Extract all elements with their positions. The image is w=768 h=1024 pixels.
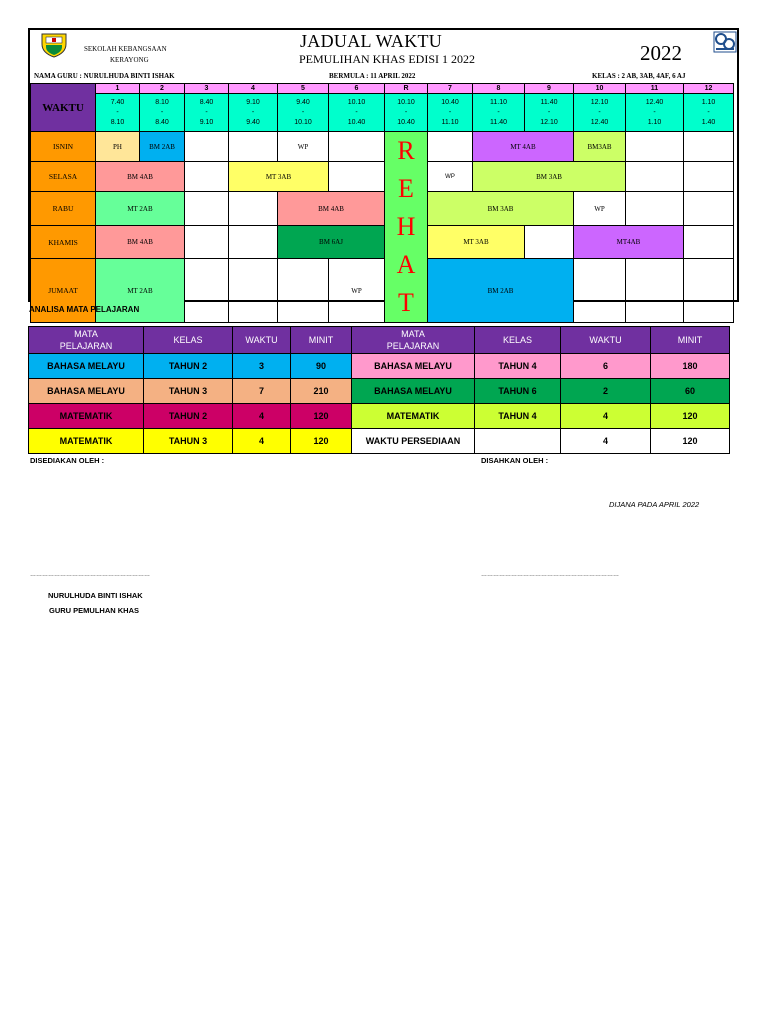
day-jumaat: JUMAAT xyxy=(31,259,96,323)
slot-selasa-12 xyxy=(684,162,734,192)
day-selasa: SELASA xyxy=(31,162,96,192)
cell-kelas xyxy=(475,429,561,454)
cell-minit: 120 xyxy=(651,404,730,429)
slot-jumaat-5 xyxy=(278,259,329,323)
header-subject-right: MATA PELAJARAN xyxy=(352,327,475,354)
cell-subject: WAKTU PERSEDIAAN xyxy=(352,429,475,454)
slot-isnin-3 xyxy=(185,132,229,162)
cell-minit: 120 xyxy=(291,429,352,454)
header-minit-right: MINIT xyxy=(651,327,730,354)
cell-subject: BAHASA MELAYU xyxy=(352,379,475,404)
start-date: BERMULA : 11 APRIL 2022 xyxy=(329,72,416,80)
time-12: 1.10 - 1.40 xyxy=(684,94,734,132)
cell-kelas: TAHUN 3 xyxy=(144,429,233,454)
table-row xyxy=(29,429,730,454)
slot-rabu-10: WP xyxy=(574,192,626,226)
slot-isnin-11 xyxy=(626,132,684,162)
cell-minit: 120 xyxy=(291,404,352,429)
slot-jumaat-3 xyxy=(185,259,229,323)
class-list: KELAS : 2 AB, 3AB, 4AF, 6 AJ xyxy=(592,72,686,80)
school-logo xyxy=(38,31,70,58)
slot-jumaat-11 xyxy=(626,259,684,323)
time-5: 9.40 - 10.10 xyxy=(278,94,329,132)
slot-khamis-7-8: MT 3AB xyxy=(428,225,525,259)
cell-subject: MATEMATIK xyxy=(29,404,144,429)
slot-selasa-11 xyxy=(626,162,684,192)
cell-waktu: 3 xyxy=(233,354,291,379)
cell-minit: 60 xyxy=(651,379,730,404)
table-row xyxy=(29,379,730,404)
ministry-logo xyxy=(713,31,737,53)
cell-subject: BAHASA MELAYU xyxy=(29,379,144,404)
time-7: 10.40 - 11.10 xyxy=(428,94,473,132)
slot-jumaat-6: WP xyxy=(329,259,385,323)
slot-selasa-3 xyxy=(185,162,229,192)
school-name-line2: KERAYONG xyxy=(110,56,149,64)
slot-jumaat-12 xyxy=(684,259,734,323)
time-6: 10.10 - 10.40 xyxy=(329,94,385,132)
cell-subject: MATEMATIK xyxy=(29,429,144,454)
time-8: 11.10 - 11.40 xyxy=(473,94,525,132)
cell-kelas: TAHUN 3 xyxy=(144,379,233,404)
period-4: 4 xyxy=(229,84,278,94)
cell-subject: BAHASA MELAYU xyxy=(352,354,475,379)
rehat-column: R E H A T xyxy=(385,132,428,323)
table-row xyxy=(29,354,730,379)
slot-selasa-4-5: MT 3AB xyxy=(229,162,329,192)
slot-isnin-7 xyxy=(428,132,473,162)
period-10: 10 xyxy=(574,84,626,94)
slot-jumaat-7-9: BM 2AB xyxy=(428,259,574,323)
slot-rabu-1-2: MT 2AB xyxy=(96,192,185,226)
cell-waktu: 4 xyxy=(233,404,291,429)
cell-waktu: 4 xyxy=(233,429,291,454)
period-12: 12 xyxy=(684,84,734,94)
cell-waktu: 7 xyxy=(233,379,291,404)
period-8: 8 xyxy=(473,84,525,94)
slot-khamis-9 xyxy=(525,225,574,259)
generated-date: DIJANA PADA APRIL 2022 xyxy=(609,500,700,509)
period-1: 1 xyxy=(96,84,140,94)
time-9: 11.40 - 12.10 xyxy=(525,94,574,132)
period-7: 7 xyxy=(428,84,473,94)
cell-waktu: 4 xyxy=(561,429,651,454)
table-row xyxy=(29,404,730,429)
signature-line-left: …………………………………………………… xyxy=(30,572,150,578)
slot-isnin-4 xyxy=(229,132,278,162)
slot-khamis-10-11: MT4AB xyxy=(574,225,684,259)
slot-khamis-1-2: BM 4AB xyxy=(96,225,185,259)
header-waktu-left: WAKTU xyxy=(233,327,291,354)
waktu-header: WAKTU xyxy=(31,84,96,132)
slot-isnin-1: PH xyxy=(96,132,140,162)
cell-kelas: TAHUN 2 xyxy=(144,404,233,429)
analysis-table xyxy=(28,326,730,454)
header-kelas-right: KELAS xyxy=(475,327,561,354)
teacher-role: GURU PEMULHAN KHAS xyxy=(49,606,139,615)
slot-rabu-7-9: BM 3AB xyxy=(428,192,574,226)
slot-rabu-4 xyxy=(229,192,278,226)
time-11: 12.40 - 1.10 xyxy=(626,94,684,132)
slot-isnin-8-9: MT 4AB xyxy=(473,132,574,162)
slot-jumaat-1-2: MT 2AB xyxy=(96,259,185,323)
slot-isnin-2: BM 2AB xyxy=(140,132,185,162)
slot-khamis-4 xyxy=(229,225,278,259)
slot-khamis-3 xyxy=(185,225,229,259)
cell-waktu: 4 xyxy=(561,404,651,429)
teacher-name: NAMA GURU : NURULHUDA BINTI ISHAK xyxy=(34,72,175,80)
header-subject-left: MATA PELAJARAN xyxy=(29,327,144,354)
slot-khamis-5-6: BM 6AJ xyxy=(278,225,385,259)
cell-kelas: TAHUN 6 xyxy=(475,379,561,404)
prepared-by-label: DISEDIAKAN OLEH : xyxy=(30,456,105,465)
time-2: 8.10 - 8.40 xyxy=(140,94,185,132)
time-1: 7.40 - 8.10 xyxy=(96,94,140,132)
slot-selasa-1-2: BM 4AB xyxy=(96,162,185,192)
cell-waktu: 6 xyxy=(561,354,651,379)
signature-line-right: …………………………………………………………… xyxy=(481,572,619,578)
teacher-signature-name: NURULHUDA BINTI ISHAK xyxy=(48,591,143,600)
time-4: 9.10 - 9.40 xyxy=(229,94,278,132)
day-rabu: RABU xyxy=(31,192,96,226)
slot-jumaat-4 xyxy=(229,259,278,323)
header-kelas-left: KELAS xyxy=(144,327,233,354)
slot-selasa-6 xyxy=(329,162,385,192)
period-9: 9 xyxy=(525,84,574,94)
time-rehat: 10.10 - 10.40 xyxy=(385,94,428,132)
slot-isnin-5: WP xyxy=(278,132,329,162)
slot-selasa-7: WP xyxy=(428,162,473,192)
period-3: 3 xyxy=(185,84,229,94)
page-subtitle: PEMULIHAN KHAS EDISI 1 2022 xyxy=(299,52,475,66)
time-10: 12.10 - 12.40 xyxy=(574,94,626,132)
cell-minit: 210 xyxy=(291,379,352,404)
slot-khamis-12 xyxy=(684,225,734,259)
period-2: 2 xyxy=(140,84,185,94)
approved-by-label: DISAHKAN OLEH : xyxy=(481,456,549,465)
period-5: 5 xyxy=(278,84,329,94)
day-khamis: KHAMIS xyxy=(31,225,96,259)
slot-jumaat-10 xyxy=(574,259,626,323)
cell-minit: 180 xyxy=(651,354,730,379)
time-3: 8.40 - 9.10 xyxy=(185,94,229,132)
year-label: 2022 xyxy=(640,41,682,65)
slot-isnin-10: BM3AB xyxy=(574,132,626,162)
header-waktu-right: WAKTU xyxy=(561,327,651,354)
period-11: 11 xyxy=(626,84,684,94)
cell-waktu: 2 xyxy=(561,379,651,404)
cell-kelas: TAHUN 2 xyxy=(144,354,233,379)
cell-subject: MATEMATIK xyxy=(352,404,475,429)
slot-rabu-3 xyxy=(185,192,229,226)
analysis-title: ANALISA MATA PELAJARAN xyxy=(29,305,140,314)
timetable-grid xyxy=(30,83,734,323)
cell-kelas: TAHUN 4 xyxy=(475,404,561,429)
slot-rabu-5-6: BM 4AB xyxy=(278,192,385,226)
period-rehat: R xyxy=(385,84,428,94)
page-title: JADUAL WAKTU xyxy=(300,31,443,51)
cell-minit: 120 xyxy=(651,429,730,454)
slot-selasa-8-10: BM 3AB xyxy=(473,162,626,192)
cell-subject: BAHASA MELAYU xyxy=(29,354,144,379)
slot-rabu-12 xyxy=(684,192,734,226)
period-6: 6 xyxy=(329,84,385,94)
slot-isnin-12 xyxy=(684,132,734,162)
school-name-line1: SEKOLAH KEBANGSAAN xyxy=(84,45,167,53)
slot-rabu-11 xyxy=(626,192,684,226)
slot-isnin-6 xyxy=(329,132,385,162)
cell-minit: 90 xyxy=(291,354,352,379)
day-isnin: ISNIN xyxy=(31,132,96,162)
cell-kelas: TAHUN 4 xyxy=(475,354,561,379)
header-minit-left: MINIT xyxy=(291,327,352,354)
